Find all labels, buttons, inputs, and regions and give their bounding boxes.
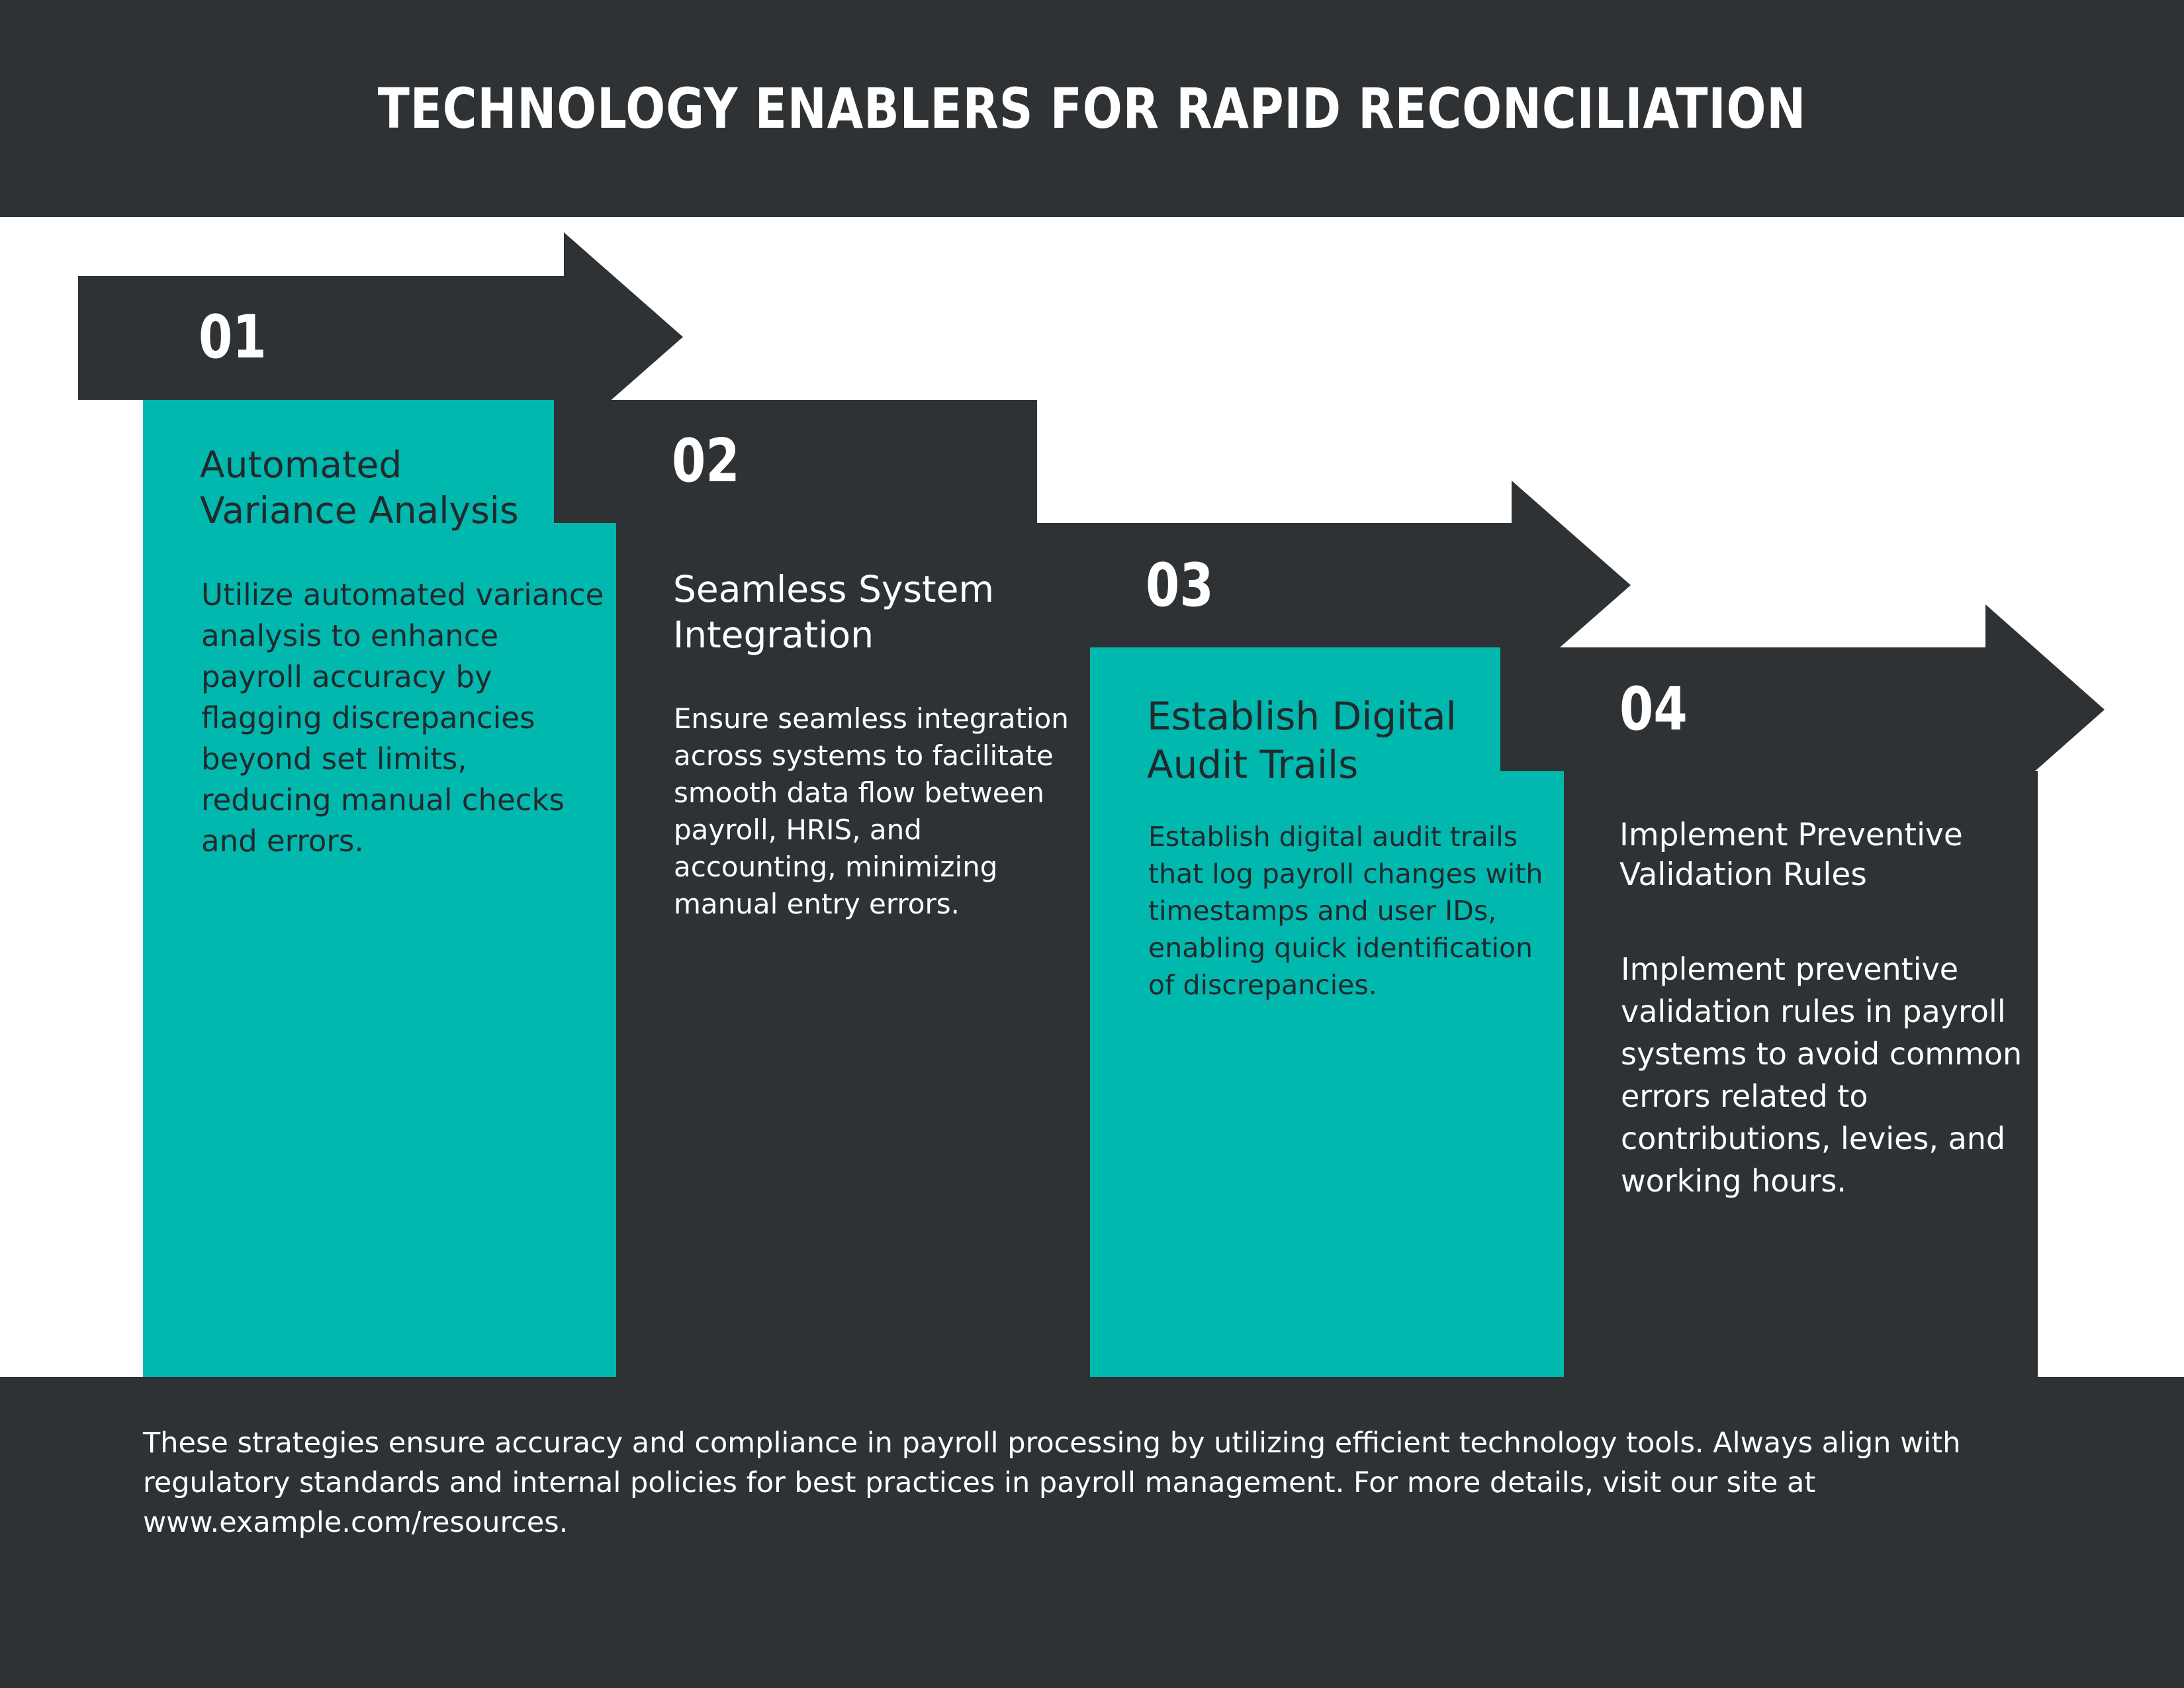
step-2-title: Seamless System Integration xyxy=(673,568,995,657)
step-1-number: 01 xyxy=(199,303,267,372)
page-title: TECHNOLOGY ENABLERS FOR RAPID RECONCILIATION xyxy=(377,76,1807,141)
step-1-column xyxy=(143,400,616,1377)
step-1-title: Automated Variance Analysis xyxy=(200,444,519,532)
step-2-arrow xyxy=(554,400,1037,523)
footer-text: These strategies ensure accuracy and compliance in payroll processing by utilizing efficient technology tools. Always align with regulatory standards and internal policies for best practices in payroll management. For more details, visit our site at www.example.com/resources. xyxy=(143,1427,1961,1539)
step-4-number: 04 xyxy=(1619,675,1688,744)
step-2-number: 02 xyxy=(672,426,740,496)
step-2-description: Ensure seamless integration across systems to facilitate smooth data flow between payroll, HRIS, and accounting, minimizing manual entry errors. xyxy=(674,702,1069,920)
step-4-title: Implement Preventive Validation Rules xyxy=(1619,817,1963,893)
step-3-description: Establish digital audit trails that log payroll changes with timestamps and user IDs, enabling quick identification of discrepancies. xyxy=(1148,821,1543,1001)
step-3-number: 03 xyxy=(1146,551,1214,620)
step-1-description: Utilize automated variance analysis to enhance payroll accuracy by flagging discrepancies beyond set limits, reducing manual checks and errors. xyxy=(201,577,604,859)
step-4-description: Implement preventive validation rules in payroll systems to avoid common errors related to contributions, levies, and working hours. xyxy=(1621,951,2023,1199)
step-3-title: Establish Digital Audit Trails xyxy=(1147,694,1457,788)
